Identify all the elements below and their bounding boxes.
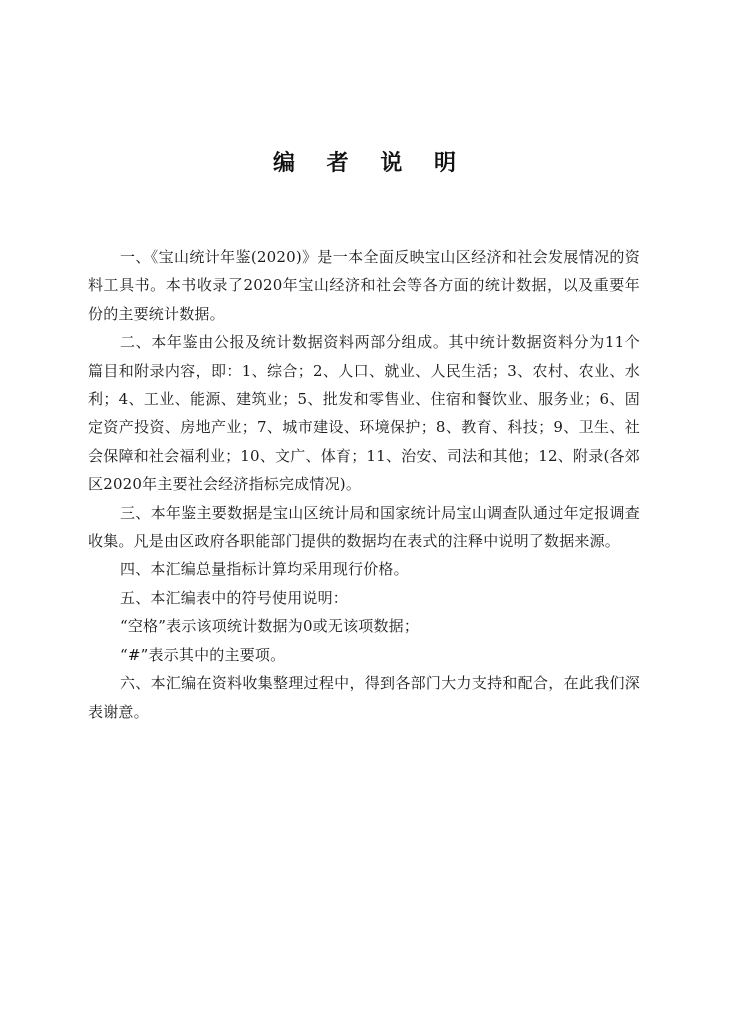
paragraph-4: 四、本汇编总量指标计算均采用现行价格。 (120, 560, 409, 579)
paragraph-1: 一、《宝山统计年鉴(2020)》是一本全面反映宝山区经济和社会发展情况的资料工具书。本书收录了2020年宝山经济和社会等各方面的统计数据，以及重要年份的主要统计数据。 (88, 248, 640, 323)
paragraph-8: 六、本汇编在资料收集整理过程中，得到各部门大力支持和配合，在此我们深表谢意。 (88, 674, 640, 721)
paragraph-2: 二、本年鉴由公报及统计数据资料两部分组成。其中统计数据资料分为11个篇目和附录内容，即：1、综合；2、人口、就业、人民生活；3、农村、农业、水利；4、工业、能源、建筑业；5、批发和零售业、住宿和餐饮业、服务业；6、固定资产投资、房地产业；7、城市建设、环境保护；8、教育、科技；9、卫生、社会保障和社会福利业；10、文广、体育；11、治安、司法和其他；12、附录(各郊区2020年主要社会经济指标完成情况)。 (88, 333, 640, 494)
document-body (88, 243, 640, 726)
paragraph-5: 五、本汇编表中的符号使用说明： (120, 588, 349, 607)
page-title: 编 者 说 明 (273, 151, 468, 176)
paragraph-3: 三、本年鉴主要数据是宝山区统计局和国家统计局宝山调查队通过年定报调查收集。凡是由区政府各职能部门提供的数据均在表式的注释中说明了数据来源。 (88, 503, 640, 551)
paragraph-7: “#”表示其中的主要项。 (120, 645, 286, 664)
paragraph-6: “空格”表示该项统计数据为0或无该项数据； (120, 617, 420, 636)
